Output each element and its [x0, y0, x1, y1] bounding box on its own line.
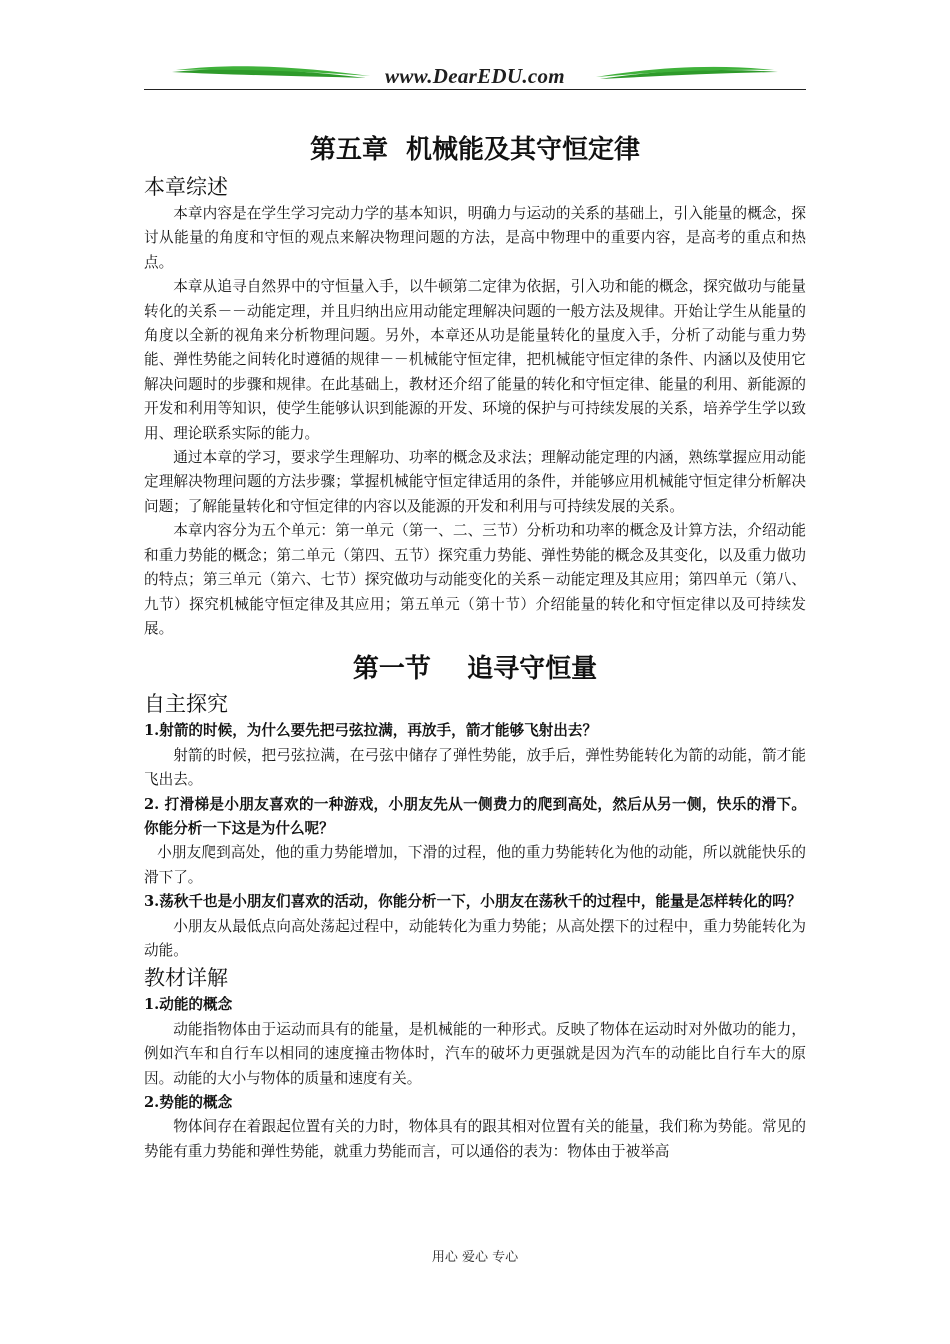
overview-paragraph: 本章内容是在学生学习完动力学的基本知识，明确力与运动的关系的基础上，引入能量的概念，探讨从能量的角度和守恒的观点来解决物理问题的方法，是高中物理中的重要内容，是高考的重点和热点。: [144, 205, 806, 271]
site-url-logo-text: www.DearEDU.com: [385, 64, 565, 88]
section-title: 第一节 追寻守恒量: [352, 654, 598, 685]
question-text: 2. 打滑梯是小朋友喜欢的一种游戏，小朋友先从一侧费力的爬到高处，然后从另一侧，快乐的滑下。你能分析一下这是为什么呢？: [144, 795, 806, 837]
question-text: 1.射箭的时候，为什么要先把弓弦拉满，再放手，箭才能够飞射出去？: [144, 722, 598, 740]
answer-text: 小朋友从最低点向高处荡起过程中，动能转化为重力势能；从高处摆下的过程中，重力势能转化为动能。: [144, 917, 806, 959]
question-text: 3.荡秋千也是小朋友们喜欢的活动，你能分析一下，小朋友在荡秋千的过程中，能量是怎样转化的吗？: [144, 893, 802, 911]
textbook-heading: 教材详解: [144, 966, 228, 991]
header-divider: [144, 89, 806, 90]
answer-text: 射箭的时候，把弓弦拉满，在弓弦中储存了弹性势能，放手后，弹性势能转化为箭的动能，箭才能飞出去。: [144, 746, 806, 789]
concept-title: 2.势能的概念: [144, 1094, 233, 1111]
overview-paragraph: 本章内容分为五个单元：第一单元（第一、二、三节）分析功和功率的概念及计算方法，介绍动能和重力势能的概念；第二单元（第四、五节）探究重力势能、弹性势能的概念及其变化，以及重力做功的特点；第三单元（第六、七节）探究做功与动能变化的关系－动能定理及其应用；第四单元（第八、九节）探究机械能守恒定律及其应用；第五单元（第十节）介绍能量的转化和守恒定律以及可持续发展。: [144, 522, 806, 637]
concept-title: 1.动能的概念: [144, 996, 233, 1014]
page-header: [0, 0, 950, 100]
overview-heading: 本章综述: [144, 175, 228, 199]
self-study-heading: 自主探究: [144, 692, 228, 717]
page-footer-motto: 用心 爱心 专心: [431, 1250, 519, 1265]
overview-paragraph: 本章从追寻自然界中的守恒量入手，以牛顿第二定律为依据，引入功和能的概念，探究做功与能量转化的关系－－动能定理，并且归纳出应用动能定理解决问题的一般方法及规律。开始让学生从能量的角度以全新的视角来分析物理问题。另外，本章还从功是能量转化的量度入手，分析了动能与重力势能、弹性势能之间转化时遵循的规律－－机械能守恒定律，把机械能守恒定律的条件、内涵以及使用它解决问题时的步骤和规律。在此基础上，教材还介绍了能量的转化和守恒定律、能量的利用、新能源的开发和利用等知识，使学生能够认识到能源的开发、环境的保护与可持续发展的关系，培养学生学以致用、理论联系实际的能力。: [144, 278, 806, 442]
answer-text: 小朋友爬到高处，他的重力势能增加，下滑的过程，他的重力势能转化为他的动能，所以就能快乐的滑下了。: [144, 844, 806, 886]
overview-paragraph: 通过本章的学习，要求学生理解功、功率的概念及求法；理解动能定理的内涵，熟练掌握应用动能定理解决物理问题的方法步骤；掌握机械能守恒定律适用的条件，并能够应用机械能守恒定律分析解决问题；了解能量转化和守恒定律的内容以及能源的开发和利用与可持续发展的关系。: [144, 449, 806, 515]
concept-body: 动能指物体由于运动而具有的能量，是机械能的一种形式。反映了物体在运动时对外做功的能力，例如汽车和自行车以相同的速度撞击物体时，汽车的破坏力更强就是因为汽车的动能比自行车大的原因。动能的大小与物体的质量和速度有关。: [144, 1020, 806, 1087]
chapter-title: 第五章 机械能及其守恒定律: [309, 135, 641, 165]
document-body: [144, 128, 806, 1164]
concept-body: 物体间存在着跟起位置有关的力时，物体具有的跟其相对位置有关的能量，我们称为势能。常见的势能有重力势能和弹性势能，就重力势能而言，可以通俗的表为：物体由于被举高: [144, 1118, 806, 1160]
